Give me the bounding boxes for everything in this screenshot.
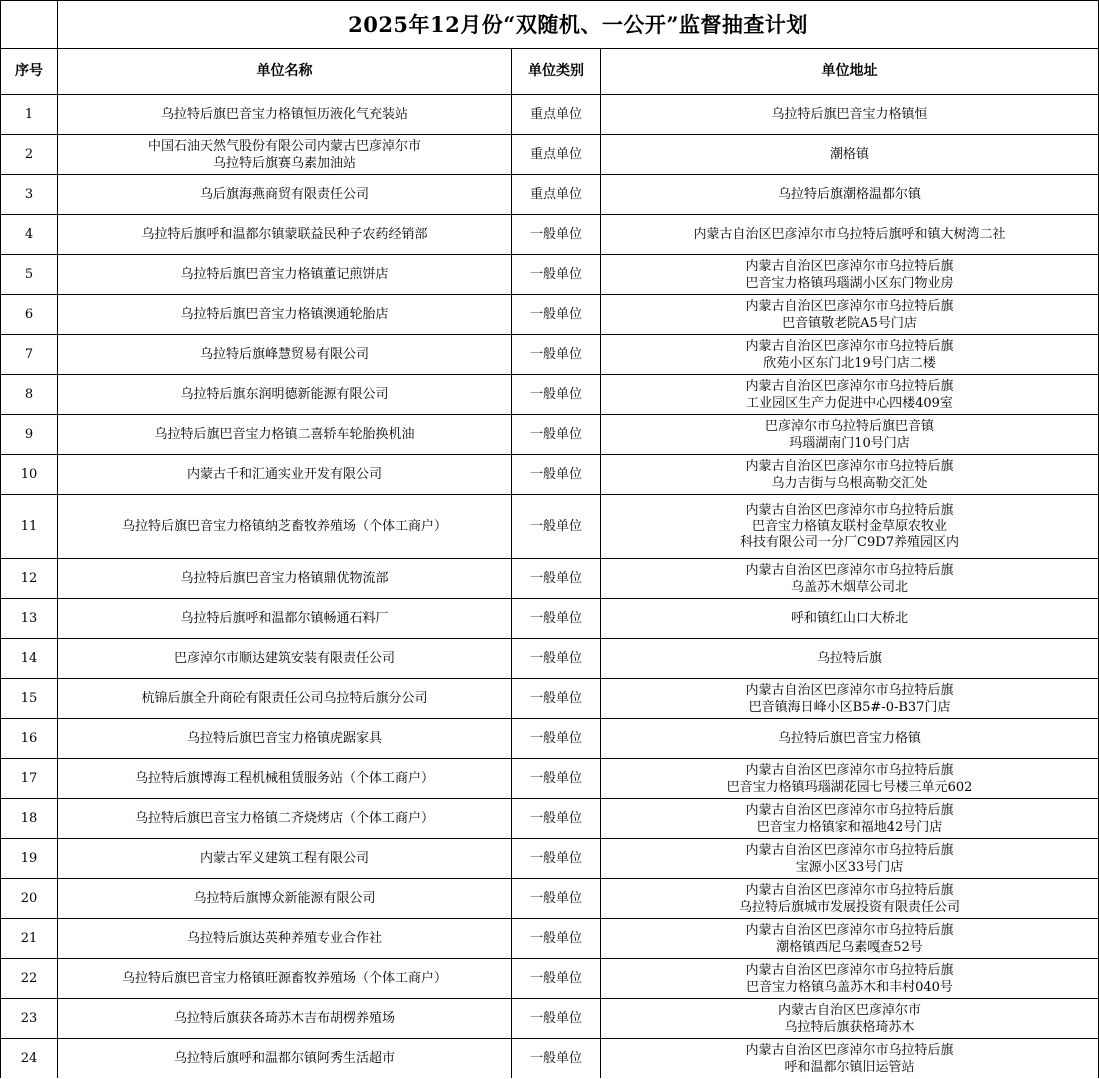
cell-unit-address: 内蒙古自治区巴彦淖尔市乌拉特后旗 呼和温都尔镇旧运管站 <box>601 1039 1099 1079</box>
table-row <box>1 255 1099 295</box>
cell-unit-name: 乌拉特后旗博海工程机械租赁服务站（个体工商户） <box>58 759 512 799</box>
header-unit-type: 单位类别 <box>512 49 601 95</box>
cell-unit-type: 一般单位 <box>512 215 601 255</box>
cell-unit-address: 乌拉特后旗潮格温都尔镇 <box>601 175 1099 215</box>
cell-unit-type: 一般单位 <box>512 455 601 495</box>
cell-unit-address: 乌拉特后旗巴音宝力格镇恒 <box>601 95 1099 135</box>
cell-unit-type: 一般单位 <box>512 759 601 799</box>
cell-seq: 4 <box>1 215 58 255</box>
table-row <box>1 135 1099 175</box>
cell-seq: 17 <box>1 759 58 799</box>
cell-seq: 18 <box>1 799 58 839</box>
table-row <box>1 455 1099 495</box>
cell-seq: 22 <box>1 959 58 999</box>
cell-unit-address: 内蒙古自治区巴彦淖尔市乌拉特后旗呼和镇大树湾二社 <box>601 215 1099 255</box>
cell-unit-name: 乌拉特后旗峰慧贸易有限公司 <box>58 335 512 375</box>
cell-unit-address: 内蒙古自治区巴彦淖尔市乌拉特后旗 潮格镇西尼乌素嘎查52号 <box>601 919 1099 959</box>
cell-unit-name: 乌拉特后旗巴音宝力格镇二喜轿车轮胎换机油 <box>58 415 512 455</box>
cell-unit-address: 内蒙古自治区巴彦淖尔市乌拉特后旗 巴音宝力格镇玛瑙湖小区东门物业房 <box>601 255 1099 295</box>
cell-unit-address: 内蒙古自治区巴彦淖尔市乌拉特后旗 巴音宝力格镇乌盖苏木和丰村040号 <box>601 959 1099 999</box>
cell-unit-type: 一般单位 <box>512 919 601 959</box>
table-row <box>1 175 1099 215</box>
cell-unit-type: 一般单位 <box>512 799 601 839</box>
table-row <box>1 919 1099 959</box>
cell-unit-name: 乌拉特后旗巴音宝力格镇鼎优物流部 <box>58 559 512 599</box>
cell-unit-type: 一般单位 <box>512 415 601 455</box>
cell-unit-type: 一般单位 <box>512 1039 601 1079</box>
cell-unit-type: 一般单位 <box>512 719 601 759</box>
cell-seq: 19 <box>1 839 58 879</box>
cell-unit-address: 内蒙古自治区巴彦淖尔市乌拉特后旗 欣苑小区东门北19号门店二楼 <box>601 335 1099 375</box>
cell-unit-type: 重点单位 <box>512 135 601 175</box>
cell-unit-name: 乌拉特后旗巴音宝力格镇澳通轮胎店 <box>58 295 512 335</box>
cell-unit-name: 内蒙古军义建筑工程有限公司 <box>58 839 512 879</box>
table-row <box>1 639 1099 679</box>
cell-unit-type: 重点单位 <box>512 95 601 135</box>
page-title: 2025年12月份“双随机、一公开”监督抽查计划 <box>58 1 1099 49</box>
cell-seq: 7 <box>1 335 58 375</box>
header-row <box>1 49 1099 95</box>
cell-seq: 3 <box>1 175 58 215</box>
table-row <box>1 599 1099 639</box>
title-row <box>1 1 1099 49</box>
cell-unit-name: 乌拉特后旗巴音宝力格镇董记煎饼店 <box>58 255 512 295</box>
cell-seq: 16 <box>1 719 58 759</box>
table-row <box>1 799 1099 839</box>
table-body <box>1 95 1099 1079</box>
cell-unit-address: 乌拉特后旗巴音宝力格镇 <box>601 719 1099 759</box>
title-corner-cell <box>1 1 58 49</box>
cell-unit-type: 一般单位 <box>512 679 601 719</box>
cell-seq: 12 <box>1 559 58 599</box>
table-row <box>1 335 1099 375</box>
cell-unit-type: 一般单位 <box>512 959 601 999</box>
cell-unit-type: 一般单位 <box>512 839 601 879</box>
cell-seq: 23 <box>1 999 58 1039</box>
table-row <box>1 999 1099 1039</box>
table-row <box>1 375 1099 415</box>
cell-unit-type: 一般单位 <box>512 639 601 679</box>
table-row <box>1 959 1099 999</box>
cell-unit-name: 乌拉特后旗达英种养殖专业合作社 <box>58 919 512 959</box>
cell-unit-address: 内蒙古自治区巴彦淖尔市 乌拉特后旗获格琦苏木 <box>601 999 1099 1039</box>
cell-unit-address: 内蒙古自治区巴彦淖尔市乌拉特后旗 乌力吉街与乌根高勒交汇处 <box>601 455 1099 495</box>
cell-unit-address: 内蒙古自治区巴彦淖尔市乌拉特后旗 乌盖苏木烟草公司北 <box>601 559 1099 599</box>
cell-seq: 14 <box>1 639 58 679</box>
cell-unit-type: 一般单位 <box>512 375 601 415</box>
table-row <box>1 679 1099 719</box>
cell-unit-address: 内蒙古自治区巴彦淖尔市乌拉特后旗 巴音宝力格镇玛瑙湖花园七号楼三单元602 <box>601 759 1099 799</box>
cell-unit-type: 重点单位 <box>512 175 601 215</box>
cell-unit-address: 巴彦淖尔市乌拉特后旗巴音镇 玛瑙湖南门10号门店 <box>601 415 1099 455</box>
cell-seq: 15 <box>1 679 58 719</box>
header-seq: 序号 <box>1 49 58 95</box>
cell-unit-name: 乌拉特后旗巴音宝力格镇纳芝畜牧养殖场（个体工商户） <box>58 495 512 559</box>
cell-unit-type: 一般单位 <box>512 255 601 295</box>
cell-unit-type: 一般单位 <box>512 879 601 919</box>
cell-unit-name: 巴彦淖尔市顺达建筑安装有限责任公司 <box>58 639 512 679</box>
cell-unit-type: 一般单位 <box>512 495 601 559</box>
cell-unit-address: 内蒙古自治区巴彦淖尔市乌拉特后旗 巴音镇海日峰小区B5#-0-B37门店 <box>601 679 1099 719</box>
cell-unit-name: 乌拉特后旗巴音宝力格镇旺源畜牧养殖场（个体工商户） <box>58 959 512 999</box>
cell-seq: 11 <box>1 495 58 559</box>
cell-unit-address: 内蒙古自治区巴彦淖尔市乌拉特后旗 工业园区生产力促进中心四楼409室 <box>601 375 1099 415</box>
cell-unit-name: 乌拉特后旗巴音宝力格镇二齐烧烤店（个体工商户） <box>58 799 512 839</box>
table-row <box>1 839 1099 879</box>
cell-unit-type: 一般单位 <box>512 599 601 639</box>
table-row <box>1 295 1099 335</box>
cell-seq: 21 <box>1 919 58 959</box>
table-row <box>1 759 1099 799</box>
cell-seq: 6 <box>1 295 58 335</box>
cell-seq: 2 <box>1 135 58 175</box>
cell-unit-name: 乌拉特后旗呼和温都尔镇畅通石料厂 <box>58 599 512 639</box>
cell-unit-name: 内蒙古千和汇通实业开发有限公司 <box>58 455 512 495</box>
cell-unit-name: 乌拉特后旗东润明德新能源有限公司 <box>58 375 512 415</box>
table-row <box>1 719 1099 759</box>
cell-unit-type: 一般单位 <box>512 999 601 1039</box>
cell-unit-name: 乌拉特后旗获各琦苏木吉布胡楞养殖场 <box>58 999 512 1039</box>
cell-unit-name: 乌拉特后旗呼和温都尔镇阿秀生活超市 <box>58 1039 512 1079</box>
cell-unit-address: 潮格镇 <box>601 135 1099 175</box>
table-row <box>1 95 1099 135</box>
cell-seq: 24 <box>1 1039 58 1079</box>
cell-unit-address: 内蒙古自治区巴彦淖尔市乌拉特后旗 宝源小区33号门店 <box>601 839 1099 879</box>
cell-unit-name: 乌拉特后旗博众新能源有限公司 <box>58 879 512 919</box>
cell-seq: 20 <box>1 879 58 919</box>
header-unit-address: 单位地址 <box>601 49 1099 95</box>
cell-unit-type: 一般单位 <box>512 335 601 375</box>
cell-unit-type: 一般单位 <box>512 559 601 599</box>
cell-unit-address: 内蒙古自治区巴彦淖尔市乌拉特后旗 乌拉特后旗城市发展投资有限责任公司 <box>601 879 1099 919</box>
table-row <box>1 559 1099 599</box>
cell-unit-address: 内蒙古自治区巴彦淖尔市乌拉特后旗 巴音宝力格镇友联村金草原农牧业 科技有限公司一分厂C9D7养殖园区内 <box>601 495 1099 559</box>
cell-unit-address: 内蒙古自治区巴彦淖尔市乌拉特后旗 巴音镇敬老院A5号门店 <box>601 295 1099 335</box>
cell-unit-name: 乌后旗海燕商贸有限责任公司 <box>58 175 512 215</box>
cell-seq: 5 <box>1 255 58 295</box>
cell-seq: 8 <box>1 375 58 415</box>
table-row <box>1 1039 1099 1079</box>
cell-unit-address: 呼和镇红山口大桥北 <box>601 599 1099 639</box>
header-unit-name: 单位名称 <box>58 49 512 95</box>
cell-unit-address: 乌拉特后旗 <box>601 639 1099 679</box>
table-row <box>1 879 1099 919</box>
cell-seq: 1 <box>1 95 58 135</box>
cell-unit-name: 乌拉特后旗巴音宝力格镇虎踞家具 <box>58 719 512 759</box>
cell-seq: 10 <box>1 455 58 495</box>
cell-unit-name: 中国石油天然气股份有限公司内蒙古巴彦淖尔市 乌拉特后旗赛乌素加油站 <box>58 135 512 175</box>
cell-seq: 13 <box>1 599 58 639</box>
cell-unit-name: 乌拉特后旗呼和温都尔镇蒙联益民种子农药经销部 <box>58 215 512 255</box>
cell-seq: 9 <box>1 415 58 455</box>
cell-unit-name: 杭锦后旗全升商砼有限责任公司乌拉特后旗分公司 <box>58 679 512 719</box>
cell-unit-type: 一般单位 <box>512 295 601 335</box>
table-row <box>1 415 1099 455</box>
cell-unit-name: 乌拉特后旗巴音宝力格镇恒历液化气充装站 <box>58 95 512 135</box>
cell-unit-address: 内蒙古自治区巴彦淖尔市乌拉特后旗 巴音宝力格镇家和福地42号门店 <box>601 799 1099 839</box>
table-row <box>1 495 1099 559</box>
table-row <box>1 215 1099 255</box>
